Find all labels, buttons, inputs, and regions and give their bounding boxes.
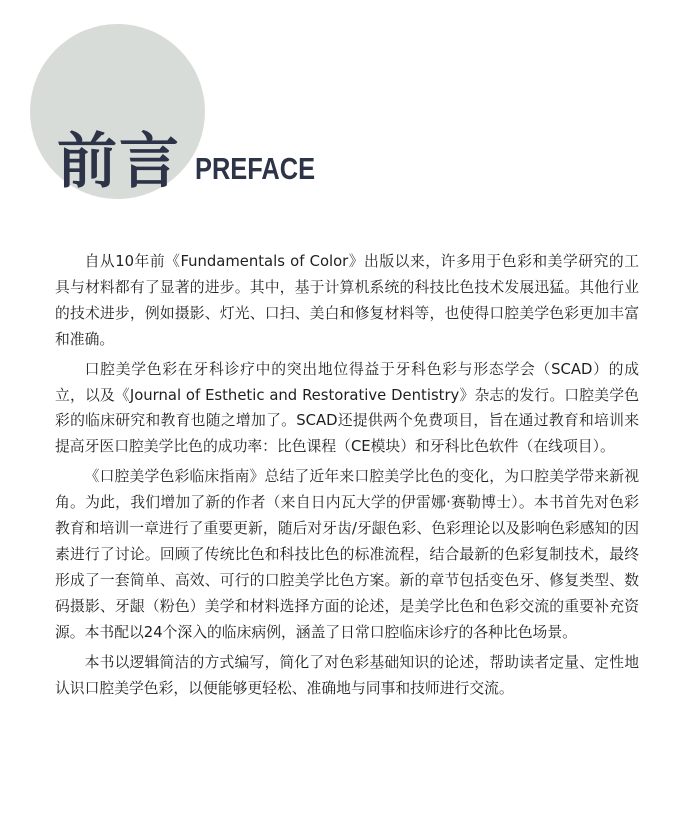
heading-title-cn: 前言	[57, 127, 181, 197]
paragraph-1: 自从10年前《Fundamentals of Color》出版以来，许多用于色彩和美学研究的工具与材料都有了显著的进步。其中，基于计算机系统的科技比色技术发展迅猛。其他行业的技术进步，例如摄影、灯光、口扫、美白和修复材料等，也使得口腔美学色彩更加丰富和准确。	[55, 253, 639, 348]
page-heading	[57, 122, 341, 197]
preface-body	[55, 249, 639, 705]
paragraph-2: 口腔美学色彩在牙科诊疗中的突出地位得益于牙科色彩与形态学会（SCAD）的成立，以及《Journal of Esthetic and Restorative Dentistry》杂志的发行。口腔美学色彩的临床研究和教育也随之增加了。SCAD还提供两个免费项目，旨在通过教育和培训来提高牙医口腔美学比色的成功率：比色课程（CE模块）和牙科比色软件（在线项目）。	[55, 360, 639, 456]
heading-title-en: PREFACE	[195, 151, 316, 186]
paragraph-3: 《口腔美学色彩临床指南》总结了近年来口腔美学比色的变化，为口腔美学带来新视角。为此，我们增加了新的作者（来自日内瓦大学的伊雷娜·赛勒博士）。本书首先对色彩教育和培训一章进行了重要更新，随后对牙齿/牙龈色彩、色彩理论以及影响色彩感知的因素进行了讨论。回顾了传统比色和科技比色的标准流程，结合最新的色彩复制技术，最终形成了一套简单、高效、可行的口腔美学比色方案。新的章节包括变色牙、修复类型、数码摄影、牙龈（粉色）美学和材料选择方面的论述，是美学比色和色彩交流的重要补充资源。本书配以24个深入的临床病例，涵盖了日常口腔临床诊疗的各种比色场景。	[55, 468, 639, 641]
paragraph-4: 本书以逻辑简洁的方式编写，简化了对色彩基础知识的论述，帮助读者定量、定性地认识口腔美学色彩，以便能够更轻松、准确地与同事和技师进行交流。	[55, 653, 639, 697]
